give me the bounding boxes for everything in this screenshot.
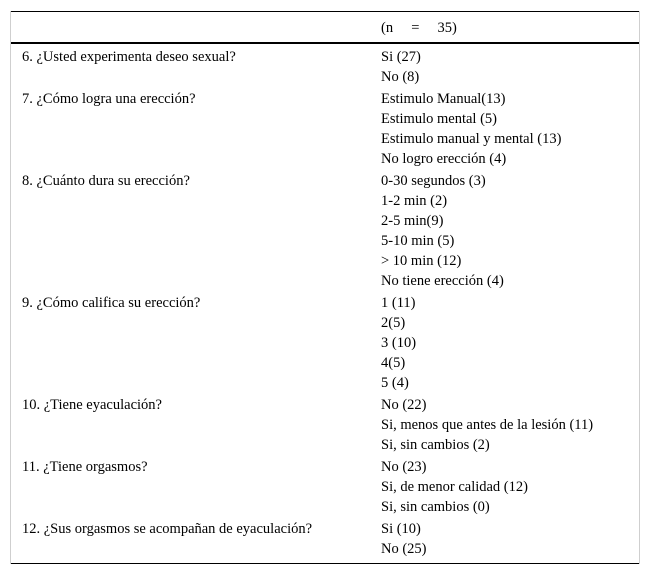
answer-item: Estimulo Manual(13) [381, 91, 506, 107]
answer-item: No (23) [381, 459, 427, 475]
answer-item: > 10 min (12) [381, 253, 462, 269]
answer-item: Si, sin cambios (2) [381, 437, 490, 453]
answer-item: 2(5) [381, 315, 406, 331]
answer-item: No (22) [381, 397, 427, 413]
answer-item: 2-5 min(9) [381, 213, 444, 229]
answer-item: 0-30 segundos (3) [381, 173, 486, 189]
question-label: 12. ¿Sus orgasmos se acompañan de eyaculación? [22, 521, 313, 537]
results-table [10, 11, 640, 564]
answer-item: Si (10) [381, 521, 421, 537]
question-row [11, 517, 639, 559]
answer-list [381, 89, 639, 169]
answer-item: Si (27) [381, 49, 421, 65]
table-top-rule [11, 11, 639, 12]
answer-list [381, 47, 639, 87]
answer-list [381, 519, 639, 559]
answer-item: Si, menos que antes de la lesión (11) [381, 417, 594, 433]
answer-item: Si, sin cambios (0) [381, 499, 490, 515]
answer-item: No (8) [381, 69, 420, 85]
question-row [11, 291, 639, 393]
question-label: 7. ¿Cómo logra una erección? [22, 91, 196, 107]
question-label: 6. ¿Usted experimenta deseo sexual? [22, 49, 236, 65]
question-label: 9. ¿Cómo califica su erección? [22, 295, 201, 311]
question-label: 8. ¿Cuánto dura su erección? [22, 173, 190, 189]
question-row [11, 455, 639, 517]
answer-list [381, 395, 639, 455]
question-row [11, 393, 639, 455]
answer-item: No logro erección (4) [381, 151, 507, 167]
answer-item: 5 (4) [381, 375, 409, 391]
question-row [11, 169, 639, 291]
answer-item: Estimulo manual y mental (13) [381, 131, 562, 147]
table-body [11, 45, 639, 559]
table-bottom-rule [11, 563, 639, 564]
sample-size-header: (n = 35) [381, 20, 457, 36]
answer-item: 1-2 min (2) [381, 193, 448, 209]
question-row [11, 87, 639, 169]
answer-item: Estimulo mental (5) [381, 111, 497, 127]
answer-list [381, 457, 639, 517]
answer-list [381, 171, 639, 291]
answer-item: 1 (11) [381, 295, 416, 311]
answer-item: Si, de menor calidad (12) [381, 479, 528, 495]
answer-item: No (25) [381, 541, 427, 557]
answer-item: 3 (10) [381, 335, 417, 351]
answer-item: 4(5) [381, 355, 406, 371]
answer-list [381, 293, 639, 393]
header-rule [11, 42, 639, 44]
answer-item: No tiene erección (4) [381, 273, 504, 289]
question-label: 11. ¿Tiene orgasmos? [22, 459, 148, 475]
answer-item: 5-10 min (5) [381, 233, 455, 249]
question-label: 10. ¿Tiene eyaculación? [22, 397, 162, 413]
question-row [11, 45, 639, 87]
